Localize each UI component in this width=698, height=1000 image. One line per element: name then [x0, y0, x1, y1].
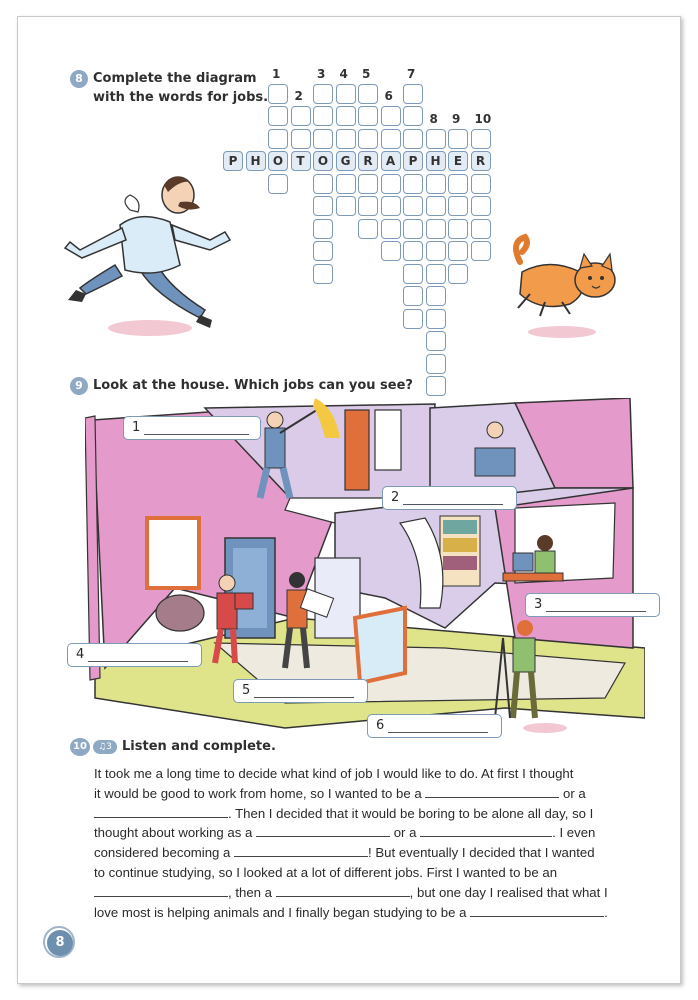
crossword-cell[interactable]: [426, 129, 446, 149]
crossword-clue-number: 9: [452, 111, 461, 126]
exercise-8-badge: 8: [70, 70, 88, 88]
answer-line[interactable]: [403, 490, 503, 505]
crossword-given-letter: H: [426, 151, 446, 171]
passage-line: [94, 784, 654, 804]
passage-text: or a: [393, 825, 417, 841]
passage-text: thought about working as a: [94, 825, 253, 841]
crossword-cell[interactable]: [471, 219, 491, 239]
crossword-cell[interactable]: [403, 219, 423, 239]
crossword-given-letter: G: [336, 151, 356, 171]
passage-text: , then a: [228, 884, 272, 900]
crossword-cell[interactable]: [313, 174, 333, 194]
audio-track-number: 3: [106, 742, 112, 752]
crossword-cell[interactable]: [403, 309, 423, 329]
crossword-cell[interactable]: [358, 174, 378, 194]
crossword-cell[interactable]: [381, 174, 401, 194]
answer-box-1[interactable]: [123, 416, 261, 440]
crossword-given-letter: P: [403, 151, 423, 171]
crossword-cell[interactable]: [336, 129, 356, 149]
crossword-cell[interactable]: [426, 331, 446, 351]
instruction-line: Complete the diagram: [93, 71, 257, 86]
crossword-cell[interactable]: [313, 219, 333, 239]
crossword-cell[interactable]: [313, 264, 333, 284]
gap-8[interactable]: [470, 903, 604, 917]
crossword-cell[interactable]: [381, 219, 401, 239]
crossword-cell[interactable]: [268, 174, 288, 194]
crossword-cell[interactable]: [313, 106, 333, 126]
answer-number: 4: [76, 647, 85, 662]
answer-line[interactable]: [388, 718, 488, 733]
crossword-cell[interactable]: [313, 241, 333, 261]
crossword-cell[interactable]: [448, 219, 468, 239]
crossword-given-letter: O: [313, 151, 333, 171]
crossword-cell[interactable]: [403, 129, 423, 149]
crossword-cell[interactable]: [313, 196, 333, 216]
crossword-cell[interactable]: [268, 129, 288, 149]
crossword-cell[interactable]: [471, 174, 491, 194]
answer-number: 1: [132, 420, 141, 435]
crossword-cell[interactable]: [381, 241, 401, 261]
crossword-given-letter: R: [471, 151, 491, 171]
crossword-cell[interactable]: [358, 106, 378, 126]
passage-line: [94, 823, 654, 843]
listening-passage: [94, 764, 654, 922]
crossword-cell[interactable]: [358, 129, 378, 149]
crossword-cell[interactable]: [448, 129, 468, 149]
crossword-clue-number: 1: [272, 66, 281, 81]
crossword-cell[interactable]: [358, 219, 378, 239]
crossword-clue-number: 7: [407, 66, 416, 81]
crossword-cell[interactable]: [448, 174, 468, 194]
passage-text: . Then I decided that it would be boring to be alone all day, so I: [228, 805, 594, 821]
crossword-given-letter: R: [358, 151, 378, 171]
crossword-cell[interactable]: [448, 264, 468, 284]
crossword-cell[interactable]: [291, 106, 311, 126]
crossword-clue-number: 4: [339, 66, 348, 81]
crossword-clue-number: 10: [474, 111, 492, 126]
gap-3[interactable]: [256, 823, 390, 837]
crossword-cell[interactable]: [381, 129, 401, 149]
answer-box-3[interactable]: [525, 593, 660, 617]
crossword-given-letter: E: [448, 151, 468, 171]
instruction-line: with the words for jobs.: [93, 90, 269, 105]
crossword-cell[interactable]: [381, 196, 401, 216]
crossword-cell[interactable]: [426, 286, 446, 306]
gap-7[interactable]: [276, 883, 410, 897]
exercise-9-instruction: Look at the house. Which jobs can you see?: [93, 378, 413, 393]
crossword-clue-number: 6: [384, 89, 393, 103]
exercise-9-badge: 9: [70, 377, 88, 395]
crossword-given-letter: T: [291, 151, 311, 171]
exercise-10-instruction: Listen and complete.: [122, 739, 276, 754]
crossword-cell[interactable]: [403, 84, 423, 104]
answer-box-6[interactable]: [367, 714, 502, 738]
crossword-cell[interactable]: [268, 106, 288, 126]
gap-5[interactable]: [234, 843, 368, 857]
passage-text: considered becoming a: [94, 845, 231, 861]
passage-line: [94, 863, 654, 883]
passage-text: , but one day I realised that what I: [409, 884, 608, 900]
crossword-cell[interactable]: [471, 196, 491, 216]
gap-4[interactable]: [420, 823, 552, 837]
page-number: 8: [47, 930, 73, 956]
crossword-cell[interactable]: [448, 196, 468, 216]
crossword-cell[interactable]: [403, 106, 423, 126]
crossword-cell[interactable]: [426, 219, 446, 239]
passage-line: [94, 883, 654, 903]
answer-number: 3: [534, 597, 543, 612]
crossword-cell[interactable]: [313, 84, 333, 104]
passage-text: to continue studying, so I looked at a lot of different jobs. First I wanted to be an: [94, 864, 558, 880]
crossword-cell[interactable]: [426, 376, 446, 396]
crossword-cell[interactable]: [403, 196, 423, 216]
crossword-given-letter: P: [223, 151, 243, 171]
passage-text: .: [604, 904, 608, 920]
passage-text: ! But eventually I decided that I wanted: [368, 845, 595, 861]
passage-text: it would be good to work from home, so I wanted to be a: [94, 785, 422, 801]
crossword-cell[interactable]: [448, 241, 468, 261]
crossword-cell[interactable]: [403, 241, 423, 261]
crossword-cell[interactable]: [426, 309, 446, 329]
answer-line[interactable]: [88, 647, 188, 662]
crossword-cell[interactable]: [403, 264, 423, 284]
crossword-cell[interactable]: [313, 129, 333, 149]
answer-line[interactable]: [546, 597, 646, 612]
answer-box-5[interactable]: [233, 679, 368, 703]
crossword-given-letter: A: [381, 151, 401, 171]
crossword-cell[interactable]: [426, 174, 446, 194]
crossword-cell[interactable]: [403, 286, 423, 306]
cat-illustration: [500, 232, 630, 342]
passage-line: [94, 764, 654, 784]
answer-box-2[interactable]: [382, 486, 517, 510]
crossword-clue-number: 5: [362, 66, 371, 81]
crossword-cell[interactable]: [336, 106, 356, 126]
crossword-clue-number: 8: [429, 111, 438, 126]
audio-badge[interactable]: [93, 740, 117, 754]
exercise-10-badge: 10: [70, 738, 90, 756]
running-man-illustration: [60, 170, 260, 340]
exercise-8-instruction: [93, 69, 268, 107]
crossword-given-letter: H: [246, 151, 266, 171]
passage-line: [94, 843, 654, 863]
crossword-cell[interactable]: [336, 174, 356, 194]
crossword-cell[interactable]: [471, 241, 491, 261]
crossword-cell[interactable]: [268, 84, 288, 104]
answer-number: 5: [242, 683, 251, 698]
crossword-cell[interactable]: [403, 174, 423, 194]
passage-line: [94, 903, 654, 923]
passage-line: [94, 804, 654, 824]
gap-1[interactable]: [425, 784, 559, 798]
crossword-clue-number: 2: [294, 89, 303, 103]
crossword-cell[interactable]: [291, 129, 311, 149]
crossword-cell[interactable]: [336, 84, 356, 104]
crossword-clue-number: 3: [317, 66, 326, 81]
answer-number: 2: [391, 490, 400, 505]
answer-line[interactable]: [254, 683, 354, 698]
passage-text: or a: [563, 785, 586, 801]
crossword-cell[interactable]: [426, 264, 446, 284]
crossword-cell[interactable]: [426, 241, 446, 261]
answer-number: 6: [376, 718, 385, 733]
crossword-cell[interactable]: [471, 129, 491, 149]
crossword-cell[interactable]: [336, 196, 356, 216]
gap-2[interactable]: [94, 804, 228, 818]
crossword-given-letter: O: [268, 151, 288, 171]
speaker-icon: ♫: [98, 742, 107, 752]
passage-text: love most is helping animals and I finally began studying to be a: [94, 904, 467, 920]
answer-box-4[interactable]: [67, 643, 202, 667]
crossword-cell[interactable]: [426, 354, 446, 374]
answer-line[interactable]: [144, 420, 249, 435]
crossword-cell[interactable]: [426, 196, 446, 216]
crossword-cell[interactable]: [358, 84, 378, 104]
passage-text: . I even: [552, 825, 596, 841]
crossword-cell[interactable]: [358, 196, 378, 216]
crossword-cell[interactable]: [381, 106, 401, 126]
passage-text: It took me a long time to decide what kind of job I would like to do. At first I thought: [94, 766, 574, 781]
gap-6[interactable]: [94, 883, 228, 897]
